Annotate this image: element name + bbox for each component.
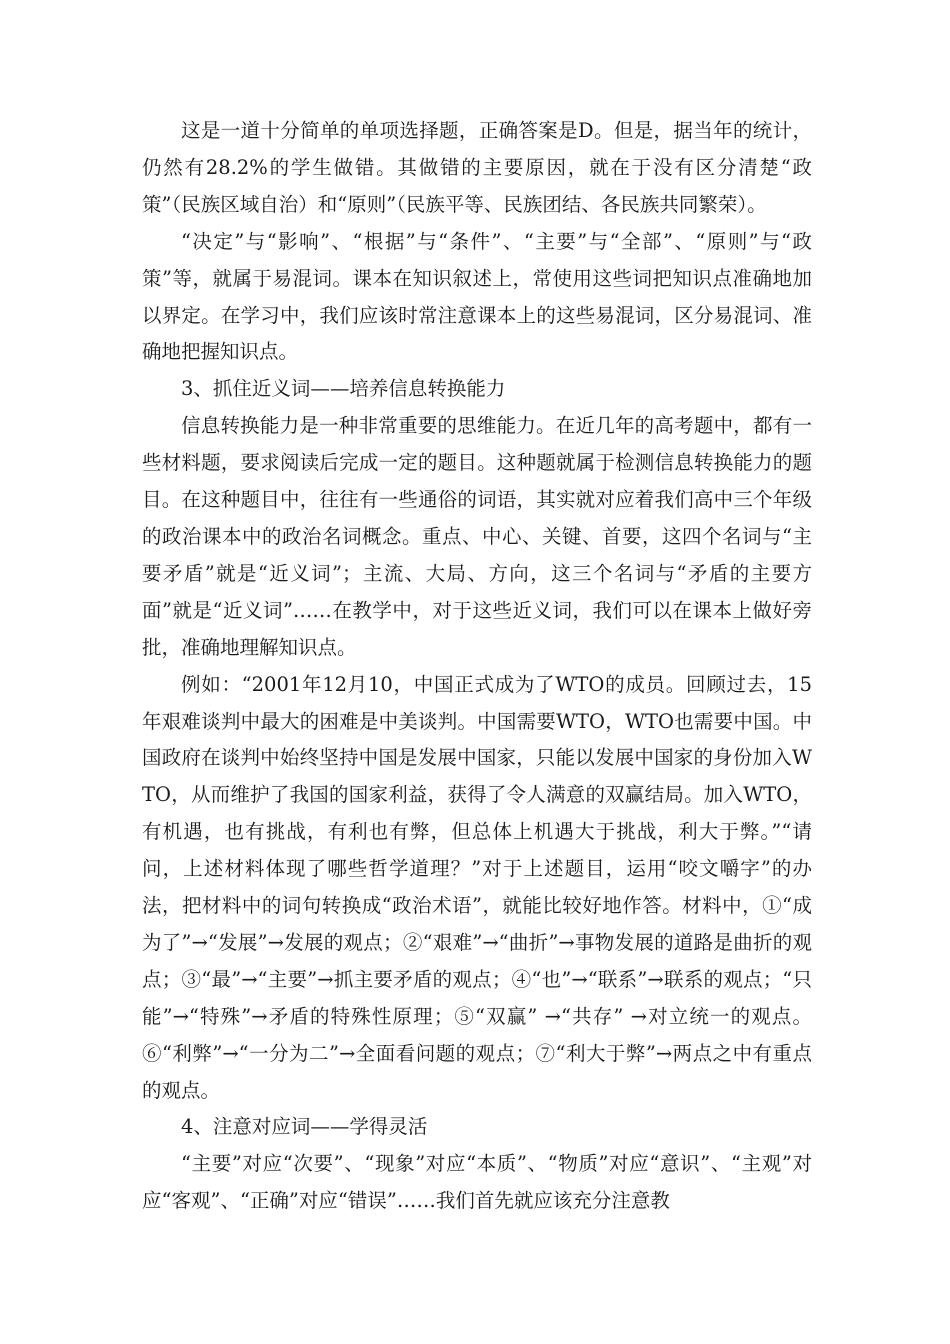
paragraph-answer-explanation: 这是一道十分简单的单项选择题，正确答案是D。但是，据当年的统计，仍然有28.2%的学生做错。其做错的主要原因，就在于没有区分清楚“政策”（民族区域自治）和“原则”（民族平等、民族团结、各民族共同繁荣）。 (142, 119, 812, 216)
paragraph-wto-example: 例如：“2001年12月10，中国正式成为了WTO的成员。回顾过去，15年艰难谈判中最大的困难是中美谈判。中国需要WTO，WTO也需要中国。中国政府在谈判中始终坚持中国是发展中国家，只能以发展中国家的身份加入WTO，从而维护了我国的国家利益，获得了令人满意的双赢结局。加入WTO，有机遇，也有挑战，有利也有弊，但总体上机遇大于挑战，利大于弊。”“请问，上述材料体现了哪些哲学道理？”对于上述题目，运用“咬文嚼字”的办法，把材料中的词句转换成“政治术语”，就能比较好地作答。材料中，①“成为了”→“发展”→发展的观点；②“艰难”→“曲折”→事物发展的道路是曲折的观点；③“最”→“主要”→抓主要矛盾的观点；④“也”→“联系”→联系的观点；“只能”→“特殊”→矛盾的特殊性原理；⑤“双赢” →“共存” →对立统一的观点。⑥“利弊”→“一分为二”→全面看问题的观点；⑦“利大于弊”→两点之中有重点的观点。 (142, 672, 812, 1102)
paragraph-info-conversion: 信息转换能力是一种非常重要的思维能力。在近几年的高考题中，都有一些材料题，要求阅读后完成一定的题目。这种题就属于检测信息转换能力的题目。在这种题目中，往往有一些通俗的词语，其实就对应着我们高中三个年级的政治课本中的政治名词概念。重点、中心、关键、首要，这四个名词与“主要矛盾”就是“近义词”；主流、大局、方向，这三个名词与“矛盾的主要方面”就是“近义词”……在教学中，对于这些近义词，我们可以在课本上做好旁批，准确地理解知识点。 (142, 414, 812, 659)
section-heading-3: 3、抓住近义词——培养信息转换能力 (181, 377, 506, 401)
paragraph-confusable-words: “决定”与“影响”、“根据”与“条件”、“主要”与“全部”、“原则”与“政策”等，就属于易混词。课本在知识叙述上，常使用这些词把知识点准确地加以界定。在学习中，我们应该时常注意课本上的这些易混词，区分易混词、准确地把握知识点。 (142, 229, 812, 364)
paragraph-corresponding-words: “主要”对应“次要”、“现象”对应“本质”、“物质”对应“意识”、“主观”对应“客观”、“正确”对应“错误”……我们首先就应该充分注意教 (142, 1152, 812, 1213)
section-heading-4: 4、注意对应词——学得灵活 (181, 1115, 428, 1139)
document-body (142, 113, 812, 1220)
